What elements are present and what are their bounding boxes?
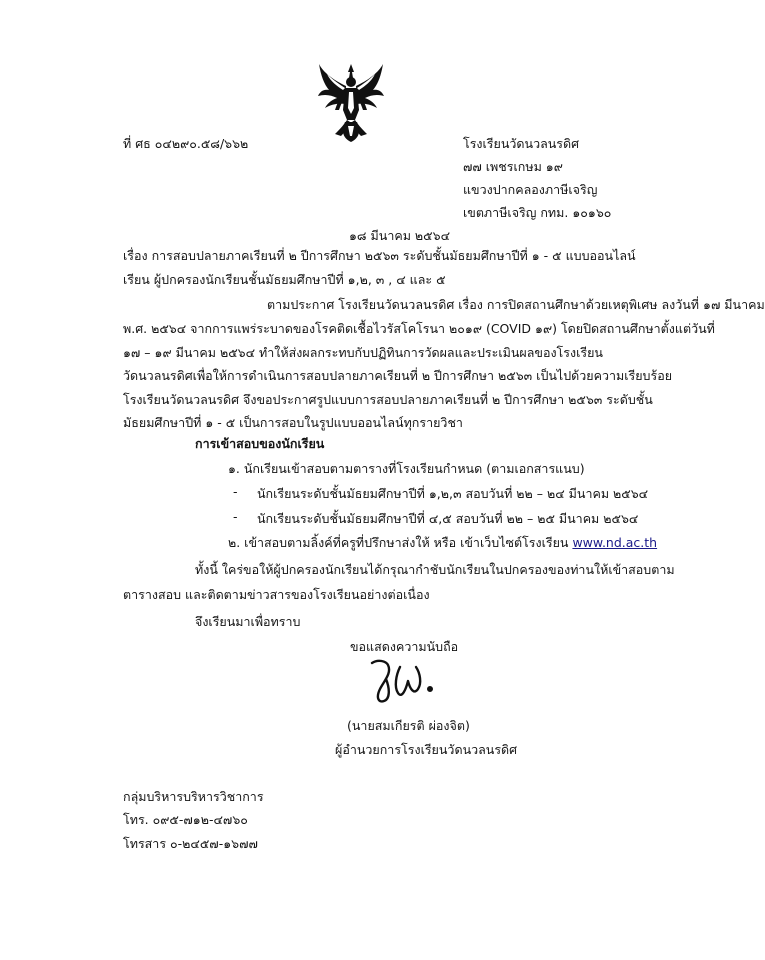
address-line-2: แขวงปากคลองภาษีเจริญ bbox=[463, 182, 598, 197]
closing-line-1: ทั้งนี้ ใคร่ขอให้ผู้ปกครองนักเรียนได้กรุณากำชับนักเรียนในปกครองของท่านให้เข้าสอบตาม bbox=[195, 562, 675, 577]
sub-item-bullet: - bbox=[233, 484, 238, 499]
letter-subject: เรื่อง การสอบปลายภาคเรียนที่ ๒ ปีการศึกษา ๒๕๖๓ ระดับชั้นมัธยมศึกษาปีที่ ๑ - ๕ แบบออนไลน์ bbox=[123, 248, 636, 263]
sub-item-bullet: - bbox=[233, 509, 238, 524]
address-line-3: เขตภาษีเจริญ กทม. ๑๐๑๖๐ bbox=[463, 205, 612, 220]
footer-fax: โทรสาร ๐-๒๔๕๗-๑๖๗๗ bbox=[123, 836, 258, 851]
reference-number: ที่ ศธ ๐๔๒๙๐.๕๘/๖๖๒ bbox=[123, 136, 249, 151]
signature-icon bbox=[366, 655, 446, 707]
notify-line: จึงเรียนมาเพื่อทราบ bbox=[195, 614, 301, 629]
body-line: มัธยมศึกษาปีที่ ๑ - ๕ เป็นการสอบในรูปแบบออนไลน์ทุกรายวิชา bbox=[123, 415, 463, 430]
closing-line-2: ตารางสอบ และติดตามข่าวสารของโรงเรียนอย่างต่อเนื่อง bbox=[123, 587, 430, 602]
letter-addressee: เรียน ผู้ปกครองนักเรียนชั้นมัธยมศึกษาปีที่ ๑,๒, ๓ , ๔ และ ๕ bbox=[123, 272, 446, 287]
body-line: โรงเรียนวัดนวลนรดิศ จึงขอประกาศรูปแบบการสอบปลายภาคเรียนที่ ๒ ปีการศึกษา ๒๕๖๓ ระดับชั้น bbox=[123, 392, 653, 407]
list-item-2-text: ๒. เข้าสอบตามลิ้งค์ที่ครูที่ปรึกษาส่งให้ หรือ เข้าเว็บไซต์โรงเรียน bbox=[228, 535, 569, 550]
body-line: พ.ศ. ๒๕๖๔ จากการแพร่ระบาดของโรคติดเชื้อไวรัสโคโรนา ๒๐๑๙ (COVID ๑๙) โดยปิดสถานศึกษาตั้งแต่วันที่ bbox=[123, 321, 715, 336]
body-line: ๑๗ – ๑๙ มีนาคม ๒๕๖๔ ทำให้ส่งผลกระทบกับปฏิทินการวัดผลและประเมินผลของโรงเรียน bbox=[123, 345, 603, 360]
footer-phone: โทร. ๐๙๕-๗๑๒-๔๗๖๐ bbox=[123, 812, 248, 827]
list-item-2 bbox=[228, 533, 657, 553]
regards: ขอแสดงความนับถือ bbox=[350, 639, 459, 654]
sub-item-1: นักเรียนระดับชั้นมัธยมศึกษาปีที่ ๑,๒,๓ สอบวันที่ ๒๒ – ๒๔ มีนาคม ๒๕๖๔ bbox=[257, 486, 649, 501]
section-heading: การเข้าสอบของนักเรียน bbox=[195, 436, 325, 451]
school-name: โรงเรียนวัดนวลนรดิศ bbox=[463, 136, 580, 151]
letter-date: ๑๘ มีนาคม ๒๕๖๔ bbox=[349, 228, 451, 243]
school-website-link[interactable]: www.nd.ac.th bbox=[572, 535, 658, 550]
signer-name: (นายสมเกียรติ ผ่องจิต) bbox=[347, 718, 470, 733]
body-line: ตามประกาศ โรงเรียนวัดนวลนรดิศ เรื่อง การปิดสถานศึกษาด้วยเหตุพิเศษ ลงวันที่ ๑๗ มีนาคม bbox=[267, 297, 765, 312]
garuda-emblem-icon bbox=[315, 62, 387, 144]
footer-department: กลุ่มบริหารบริหารวิชาการ bbox=[123, 789, 264, 804]
body-line: วัดนวลนรดิศเพื่อให้การดำเนินการสอบปลายภาคเรียนที่ ๒ ปีการศึกษา ๒๕๖๓ เป็นไปด้วยความเรียบร้อย bbox=[123, 368, 673, 383]
list-item-1: ๑. นักเรียนเข้าสอบตามตารางที่โรงเรียนกำหนด (ตามเอกสารแนบ) bbox=[228, 461, 585, 476]
signer-title: ผู้อำนวยการโรงเรียนวัดนวลนรดิศ bbox=[335, 742, 518, 757]
sub-item-2: นักเรียนระดับชั้นมัธยมศึกษาปีที่ ๔,๕ สอบวันที่ ๒๒ – ๒๕ มีนาคม ๒๕๖๔ bbox=[257, 511, 639, 526]
address-line-1: ๗๗ เพชรเกษม ๑๙ bbox=[463, 159, 563, 174]
